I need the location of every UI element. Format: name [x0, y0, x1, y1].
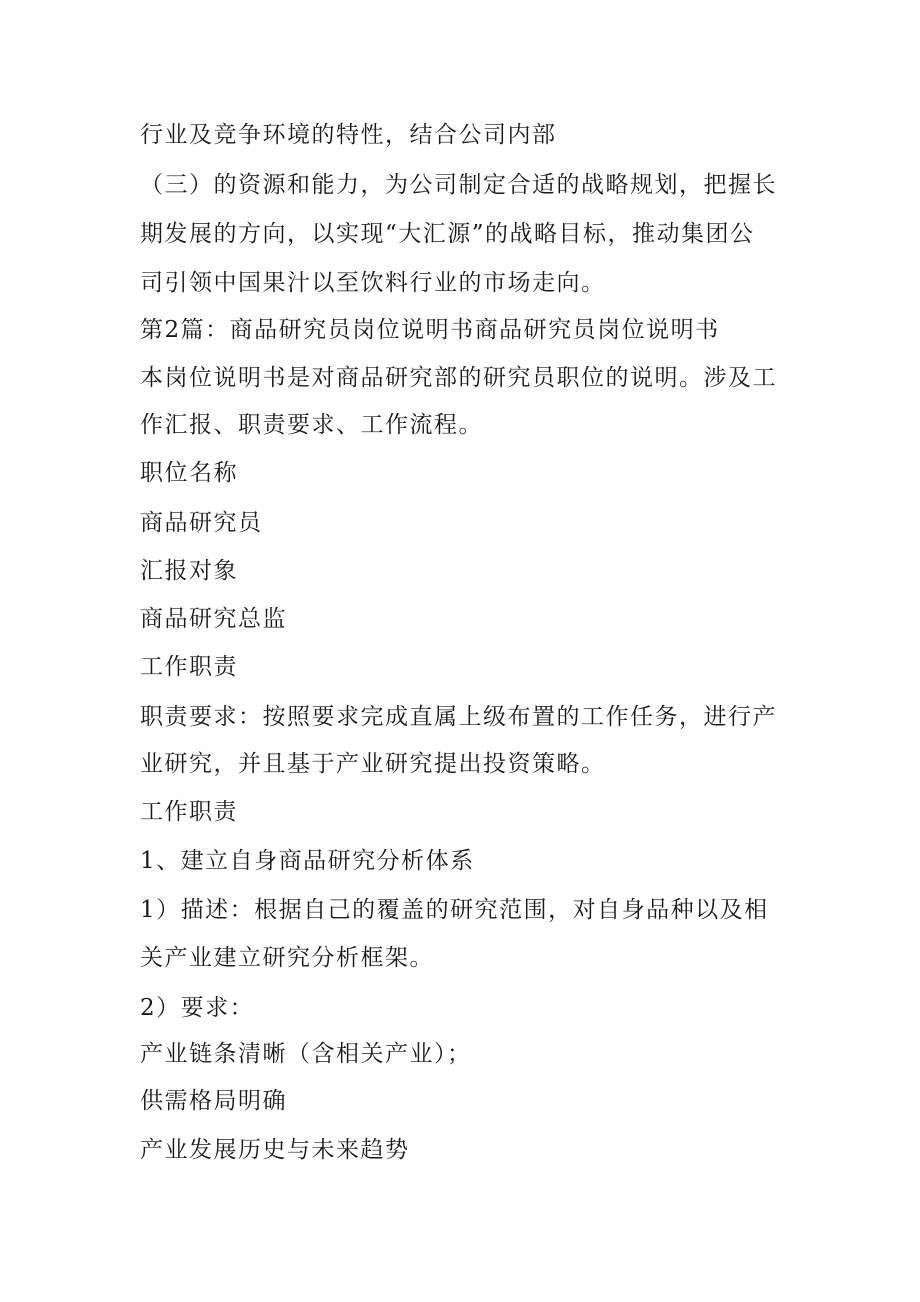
- field-label-report-to: 汇报对象: [140, 558, 238, 584]
- sub-item-description: 1）描述：根据自己的覆盖的研究范围，对自身品种以及相: [140, 897, 769, 923]
- section-heading-chapter-2: 第2篇：商品研究员岗位说明书商品研究员岗位说明书: [140, 317, 720, 343]
- text-line-6: 本岗位说明书是对商品研究部的研究员职位的说明。涉及工: [140, 365, 777, 391]
- text-line-13: 职责要求：按照要求完成直属上级布置的工作任务，进行产: [140, 704, 777, 730]
- field-value-position-name: 商品研究员: [140, 510, 263, 536]
- text-line-4: 司引领中国果汁以至饮料行业的市场走向。: [140, 270, 606, 296]
- field-label-position-name: 职位名称: [140, 460, 238, 486]
- text-line-1: 行业及竞争环境的特性，结合公司内部: [140, 122, 557, 148]
- sub-item-requirements: 2）要求：: [140, 995, 255, 1021]
- list-item-1: 1、建立自身商品研究分析体系: [140, 848, 475, 874]
- requirement-2: 供需格局明确: [140, 1088, 287, 1114]
- text-line-3: 期发展的方向，以实现“大汇源”的战略目标，推动集团公: [140, 221, 755, 247]
- text-line-7: 作汇报、职责要求、工作流程。: [140, 412, 483, 438]
- field-label-duties-2: 工作职责: [140, 799, 238, 825]
- text-line-18: 关产业建立研究分析框架。: [140, 945, 434, 971]
- text-line-2: （三）的资源和能力，为公司制定合适的战略规划，把握长: [140, 172, 777, 198]
- requirement-1: 产业链条清晰（含相关产业）；: [140, 1041, 472, 1067]
- requirement-3: 产业发展历史与未来趋势: [140, 1137, 410, 1163]
- field-label-duties: 工作职责: [140, 654, 238, 680]
- text-line-14: 业研究，并且基于产业研究提出投资策略。: [140, 751, 606, 777]
- field-value-report-to: 商品研究总监: [140, 606, 287, 632]
